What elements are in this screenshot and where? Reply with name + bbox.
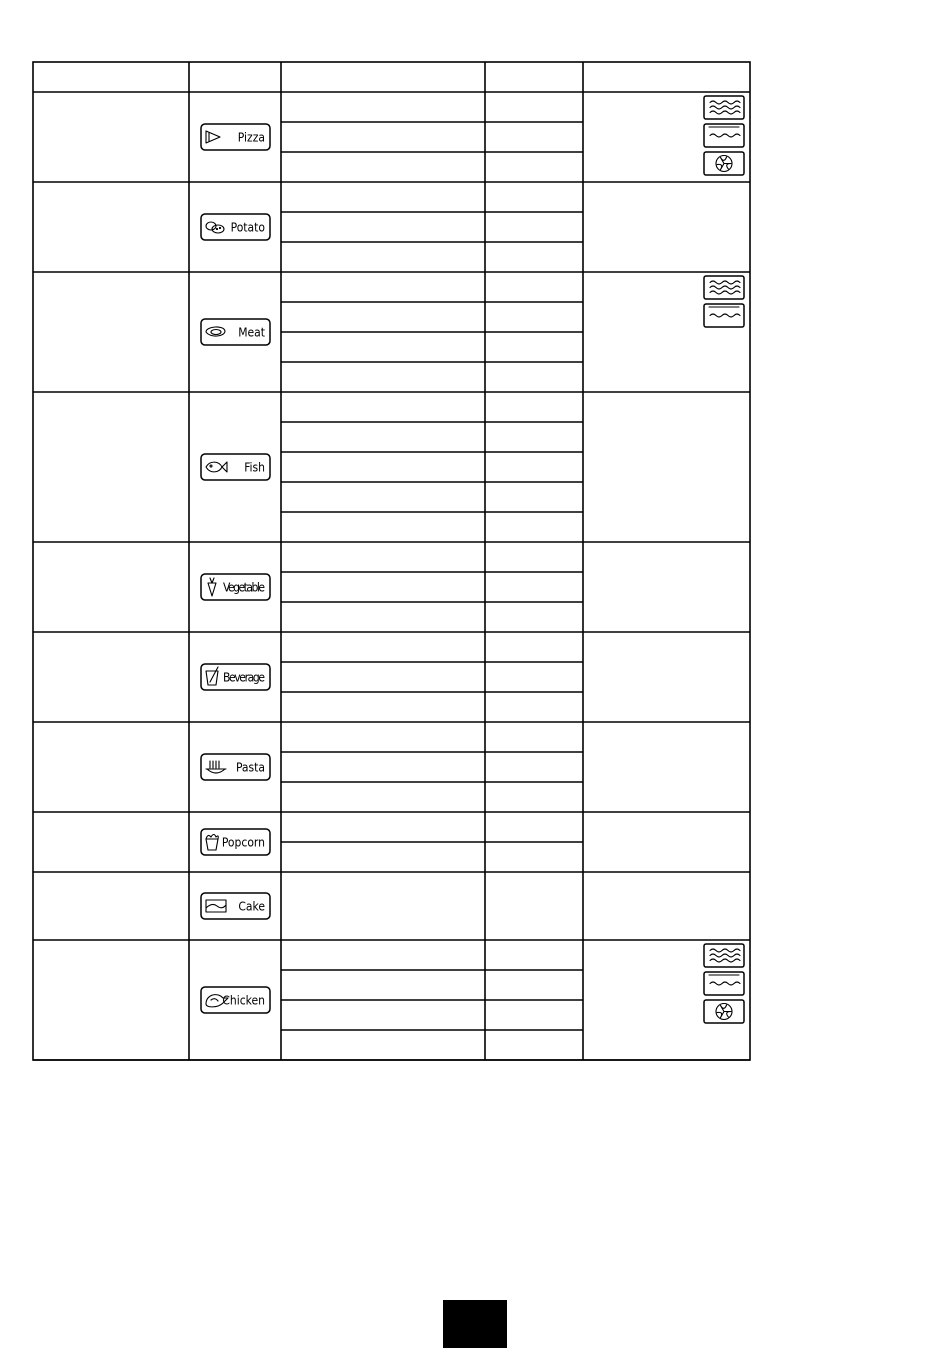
- grill-mode-icon: [704, 304, 744, 327]
- menu-key-chicken[interactable]: [201, 987, 270, 1013]
- menu-table-grid: [33, 62, 750, 1060]
- microwave-mode-icon: [704, 944, 744, 967]
- menu-key-meat[interactable]: [201, 319, 270, 345]
- grill-mode-icon: [704, 972, 744, 995]
- microwave-mode-icon: [704, 276, 744, 299]
- convection-mode-icon: [704, 1000, 744, 1023]
- menu-key-label: Beverage: [223, 670, 265, 685]
- grill-mode-icon: [704, 124, 744, 147]
- menu-key-label: Fish: [244, 460, 265, 475]
- menu-table-cells: [201, 96, 744, 1023]
- menu-key-popcorn[interactable]: [201, 829, 270, 855]
- menu-key-pasta[interactable]: [201, 754, 270, 780]
- menu-key-pizza[interactable]: [201, 124, 270, 150]
- convection-mode-icon: [704, 152, 744, 175]
- menu-key-label: Pasta: [235, 760, 265, 775]
- menu-key-label: Chicken: [222, 993, 265, 1008]
- menu-key-label: Cake: [238, 899, 265, 914]
- menu-key-label: Popcorn: [221, 835, 265, 850]
- page-number-tab: [443, 1300, 507, 1348]
- menu-key-label: Vegetable: [223, 580, 265, 595]
- menu-key-vegetable[interactable]: [201, 574, 270, 600]
- menu-key-beverage[interactable]: [201, 664, 270, 690]
- menu-key-label: Potato: [230, 220, 265, 235]
- menu-key-cake[interactable]: [201, 893, 270, 919]
- menu-key-fish[interactable]: [201, 454, 270, 480]
- microwave-mode-icon: [704, 96, 744, 119]
- menu-key-potato[interactable]: [201, 214, 270, 240]
- menu-key-label: Meat: [238, 325, 265, 340]
- menu-key-label: Pizza: [237, 130, 265, 145]
